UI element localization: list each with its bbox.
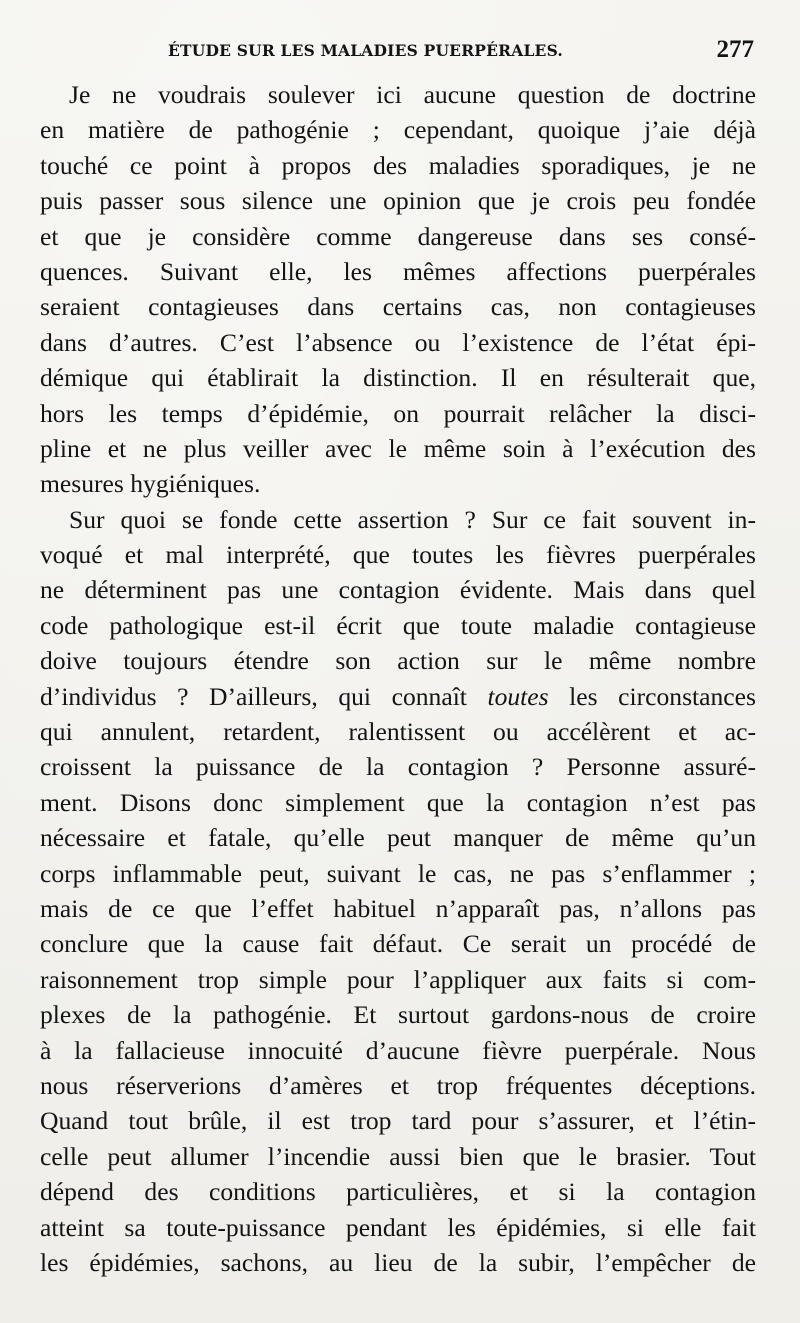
text-line: mais de ce que l’effet habituel n’apparaît pas, n’allons pas xyxy=(40,893,756,923)
text-line: plexes de la pathogénie. Et surtout gardons-nous de croire xyxy=(40,1000,756,1030)
text-line: seraient contagieuses dans certains cas, non contagieuses xyxy=(40,292,756,322)
text-line: puis passer sous silence une opinion que je crois peu fondée xyxy=(40,186,756,216)
text-line: pline et ne plus veiller avec le même soin à l’exécution des xyxy=(40,433,756,463)
text-run: les circonstances xyxy=(548,681,756,711)
paragraph-1 xyxy=(40,77,756,502)
text-line: croissent la puissance de la contagion ? Personne assuré- xyxy=(40,752,756,782)
body-text xyxy=(40,77,756,1280)
text-line: Quand tout brûle, il est trop tard pour s’assurer, et l’étin- xyxy=(40,1106,756,1136)
text-line: code pathologique est-il écrit que toute maladie contagieuse xyxy=(40,610,756,640)
text-run: d’individus ? D’ailleurs, qui connaît xyxy=(40,681,488,711)
text-line-with-emphasis xyxy=(40,679,756,714)
text-line: voqué et mal interprété, que toutes les fièvres puerpérales xyxy=(40,540,756,570)
running-title: ÉTUDE SUR LES MALADIES PUERPÉRALES. xyxy=(168,41,564,60)
text-line: et que je considère comme dangereuse dans ses consé- xyxy=(40,221,756,251)
text-line: touché ce point à propos des maladies sporadiques, je ne xyxy=(40,150,756,180)
text-line: conclure que la cause fait défaut. Ce serait un procédé de xyxy=(40,929,756,959)
text-line: Je ne voudrais soulever ici aucune question de doctrine xyxy=(69,80,756,109)
text-line: démique qui établirait la distinction. Il en résulterait que, xyxy=(40,363,756,393)
text-line: qui annulent, retardent, ralentissent ou accélèrent et ac- xyxy=(40,717,756,747)
text-line: atteint sa toute-puissance pendant les épidémies, si elle fait xyxy=(40,1212,756,1242)
text-line: Sur quoi se fonde cette assertion ? Sur ce fait souvent in- xyxy=(69,504,756,534)
text-line: dans d’autres. C’est l’absence ou l’existence de l’état épi- xyxy=(40,327,756,357)
text-line: nécessaire et fatale, qu’elle peut manquer de même qu’un xyxy=(40,823,756,853)
text-line: mesures hygiéniques. xyxy=(40,469,261,499)
text-line: nous réserverions d’amères et trop fréquentes déceptions. xyxy=(40,1070,756,1100)
paragraph-2 xyxy=(40,502,756,1281)
text-line: quences. Suivant elle, les mêmes affections puerpérales xyxy=(40,256,756,286)
text-line: doive toujours étendre son action sur le même nombre xyxy=(40,646,756,676)
text-line: ne déterminent pas une contagion évidente. Mais dans quel xyxy=(40,575,756,605)
page-header xyxy=(0,36,800,70)
text-line: ment. Disons donc simplement que la contagion n’est pas xyxy=(40,787,756,817)
text-line: à la fallacieuse innocuité d’aucune fièvre puerpérale. Nous xyxy=(40,1035,756,1065)
text-line: les épidémies, sachons, au lieu de la subir, l’empêcher de xyxy=(40,1247,756,1277)
text-line: raisonnement trop simple pour l’appliquer aux faits si com- xyxy=(40,964,756,994)
text-line: corps inflammable peut, suivant le cas, ne pas s’enflammer ; xyxy=(40,858,756,888)
text-line: hors les temps d’épidémie, on pourrait relâcher la disci- xyxy=(40,398,756,428)
text-line: celle peut allumer l’incendie aussi bien que le brasier. Tout xyxy=(40,1141,756,1171)
text-line: dépend des conditions particulières, et si la contagion xyxy=(40,1177,756,1207)
text-line: en matière de pathogénie ; cependant, quoique j’aie déjà xyxy=(40,115,756,145)
page-number: 277 xyxy=(716,36,754,63)
emphasized-word: toutes xyxy=(487,681,549,711)
